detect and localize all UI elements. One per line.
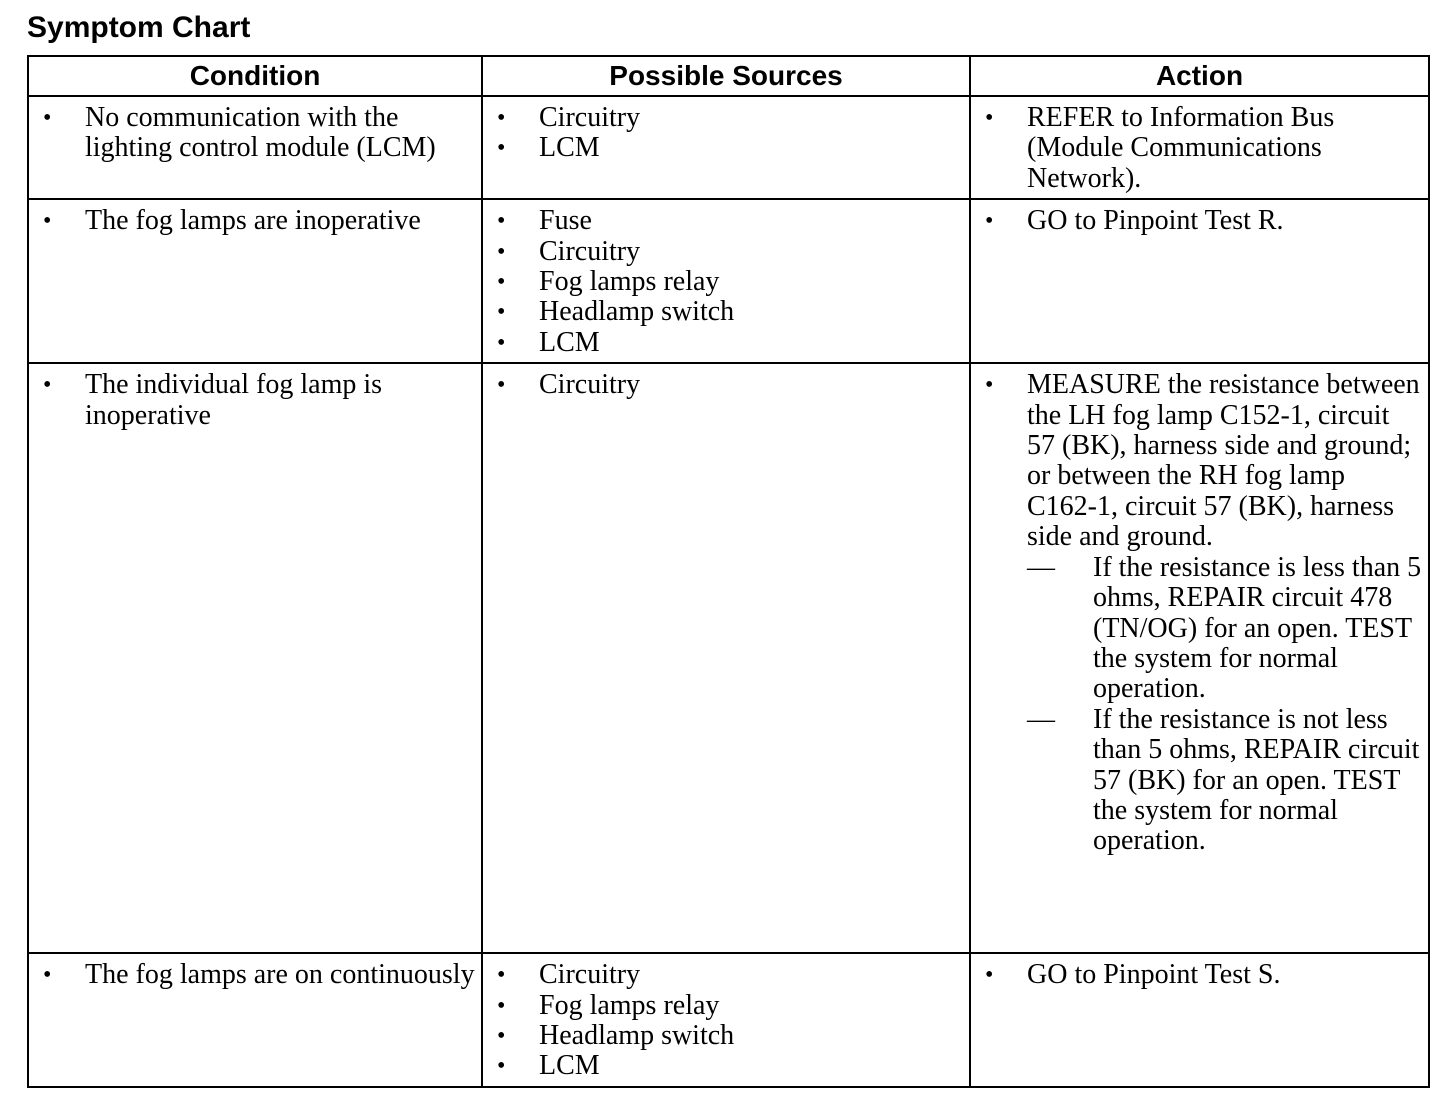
symptom-chart-table (27, 55, 1430, 1088)
source-text: Circuitry (539, 959, 641, 991)
source-item (491, 370, 963, 400)
action-subitem (1027, 553, 1422, 705)
action-text: REFER to Information Bus (Module Communications Network). (1027, 102, 1335, 194)
source-item (491, 297, 963, 327)
bullet-icon: • (985, 372, 994, 399)
dash-icon: — (1027, 703, 1055, 735)
source-item (491, 1051, 963, 1081)
header-action: Action (970, 56, 1429, 96)
action-item (979, 103, 1422, 194)
bullet-icon: • (497, 992, 506, 1019)
bullet-icon: • (985, 105, 994, 131)
sources-cell (482, 96, 970, 199)
bullet-icon: • (497, 135, 506, 162)
action-item (979, 206, 1422, 236)
condition-item (37, 206, 475, 236)
page-title: Symptom Chart (27, 11, 251, 44)
bullet-icon: • (497, 299, 506, 326)
action-subitem-text: If the resistance is less than 5 ohms, REPAIR circuit 478 (TN/OG) for an open. TEST the system for normal operation. (1093, 551, 1422, 705)
source-text: Circuitry (539, 369, 641, 401)
source-item (491, 991, 963, 1021)
bullet-icon: • (43, 372, 52, 399)
bullet-icon: • (497, 1053, 506, 1080)
source-item (491, 206, 963, 236)
source-text: LCM (539, 1050, 600, 1082)
source-text: Fog lamps relay (539, 989, 720, 1021)
source-item (491, 237, 963, 267)
source-text: Headlamp switch (539, 1020, 735, 1052)
source-item (491, 133, 963, 163)
source-text: Circuitry (539, 102, 641, 133)
action-cell (970, 363, 1429, 953)
bullet-icon: • (43, 105, 52, 131)
action-item (979, 370, 1422, 857)
bullet-icon: • (497, 1023, 506, 1050)
action-subitem-text: If the resistance is not less than 5 ohms, REPAIR circuit 57 (BK) for an open. TEST the system for normal operation. (1093, 703, 1420, 857)
bullet-icon: • (497, 105, 506, 131)
table-row (28, 363, 1429, 953)
source-item (491, 1021, 963, 1051)
condition-item (37, 960, 475, 990)
condition-cell (28, 363, 482, 953)
header-row (28, 56, 1429, 96)
bullet-icon: • (497, 962, 506, 989)
bullet-icon: • (985, 962, 994, 989)
source-text: Circuitry (539, 235, 641, 267)
action-subitem (1027, 705, 1422, 857)
header-condition: Condition (28, 56, 482, 96)
condition-cell (28, 199, 482, 363)
sources-cell (482, 199, 970, 363)
action-cell (970, 953, 1429, 1087)
source-text: Fuse (539, 205, 592, 237)
table-row (28, 199, 1429, 363)
condition-item (37, 370, 475, 431)
source-item (491, 267, 963, 297)
action-cell (970, 199, 1429, 363)
bullet-icon: • (497, 208, 506, 235)
action-item (979, 960, 1422, 990)
source-text: LCM (539, 132, 600, 164)
bullet-icon: • (985, 208, 994, 235)
source-item (491, 328, 963, 358)
sources-cell (482, 953, 970, 1087)
condition-cell (28, 953, 482, 1087)
table-row (28, 953, 1429, 1087)
bullet-icon: • (43, 208, 52, 235)
bullet-icon: • (497, 238, 506, 265)
sources-cell (482, 363, 970, 953)
action-text: MEASURE the resistance between the LH fog lamp C152-1, circuit 57 (BK), harness side and ground; or between the RH fog lamp C162-1, circuit 57 (BK), harness side and ground. (1027, 369, 1420, 553)
condition-text: No communication with the lighting control module (LCM) (85, 102, 436, 164)
table-row (28, 96, 1429, 199)
action-text: GO to Pinpoint Test R. (1027, 205, 1284, 237)
bullet-icon: • (497, 372, 506, 399)
dash-icon: — (1027, 551, 1055, 583)
action-text: GO to Pinpoint Test S. (1027, 959, 1281, 991)
condition-text: The individual fog lamp is inoperative (85, 369, 383, 431)
source-item (491, 960, 963, 990)
bullet-icon: • (43, 962, 52, 989)
action-subitems (1027, 553, 1422, 857)
source-text: LCM (539, 326, 600, 358)
source-text: Headlamp switch (539, 296, 735, 328)
source-text: Fog lamps relay (539, 266, 720, 298)
bullet-icon: • (497, 329, 506, 356)
condition-item (37, 103, 475, 164)
bullet-icon: • (497, 269, 506, 296)
header-possible-sources: Possible Sources (482, 56, 970, 96)
source-item (491, 103, 963, 133)
action-cell (970, 96, 1429, 199)
condition-text: The fog lamps are on continuously (85, 959, 475, 991)
condition-cell (28, 96, 482, 199)
condition-text: The fog lamps are inoperative (85, 205, 421, 237)
